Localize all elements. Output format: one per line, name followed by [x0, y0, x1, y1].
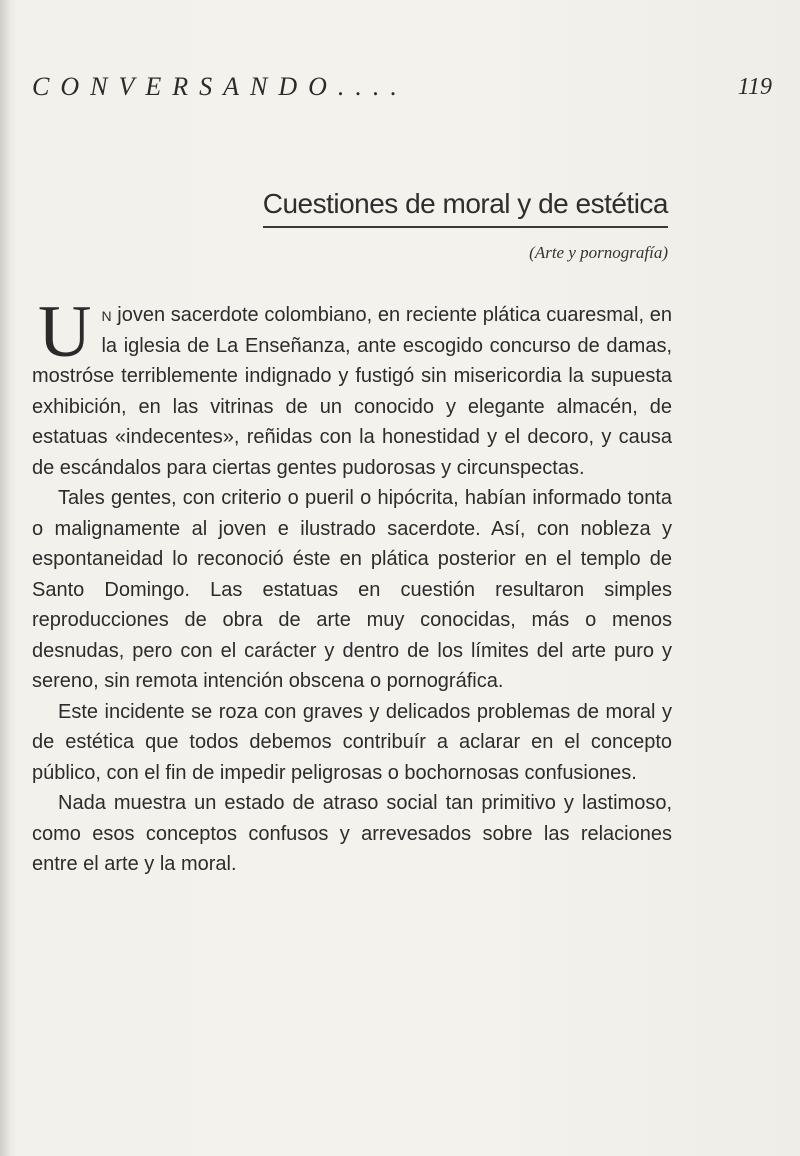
- paragraph-4: Nada muestra un estado de atraso social tan primitivo y lastimoso, como esos conceptos confusos y arrevesados sobre las relaciones entre el arte y la moral.: [32, 792, 672, 875]
- running-head: [32, 72, 772, 112]
- running-title: CONVERSANDO....: [32, 72, 408, 101]
- page-number: 119: [737, 74, 772, 100]
- paragraph-3: Este incidente se roza con graves y delicados problemas de moral y de estética que todos debemos contribuír a aclarar en el concepto público, con el fin de impedir peligrosas o bochornosas confusiones.: [32, 700, 672, 784]
- page-gutter: [0, 0, 10, 1156]
- paragraph-2: Tales gentes, con criterio o pueril o hipócrita, habían informado tonta o malignamente al joven e ilustrado sacerdote. Así, con nobleza y espontaneidad lo reconoció éste en plática posterior en el templo de Santo Domingo. Las estatuas en cuestión resultaron simples reproducciones de obra de arte muy conocidas, más o menos desnudas, pero con el carácter y dentro de los límites del arte puro y sereno, sin remota intención obscena o pornográfica.: [32, 487, 672, 692]
- paragraph-1-text: joven sacerdote colombiano, en reciente plática cuaresmal, en la iglesia de La Enseñanza, ante escogido concurso de damas, mostróse terriblemente indignado y fustigó sin misericordia la supuesta exhibición, en las vitrinas de un conocido y elegante almacén, de estatuas «indecentes», reñidas con la honestidad y el decoro, y causa de escándalos para ciertas gentes pudorosas y circunspectas.: [32, 304, 672, 479]
- first-word: n: [101, 304, 112, 326]
- drop-cap: U: [38, 291, 92, 373]
- body-text: [32, 291, 672, 880]
- section-subtitle: (Arte y pornografía): [529, 243, 668, 262]
- section-title: Cuestiones de moral y de estética: [263, 188, 668, 228]
- paragraph-1: [32, 291, 672, 483]
